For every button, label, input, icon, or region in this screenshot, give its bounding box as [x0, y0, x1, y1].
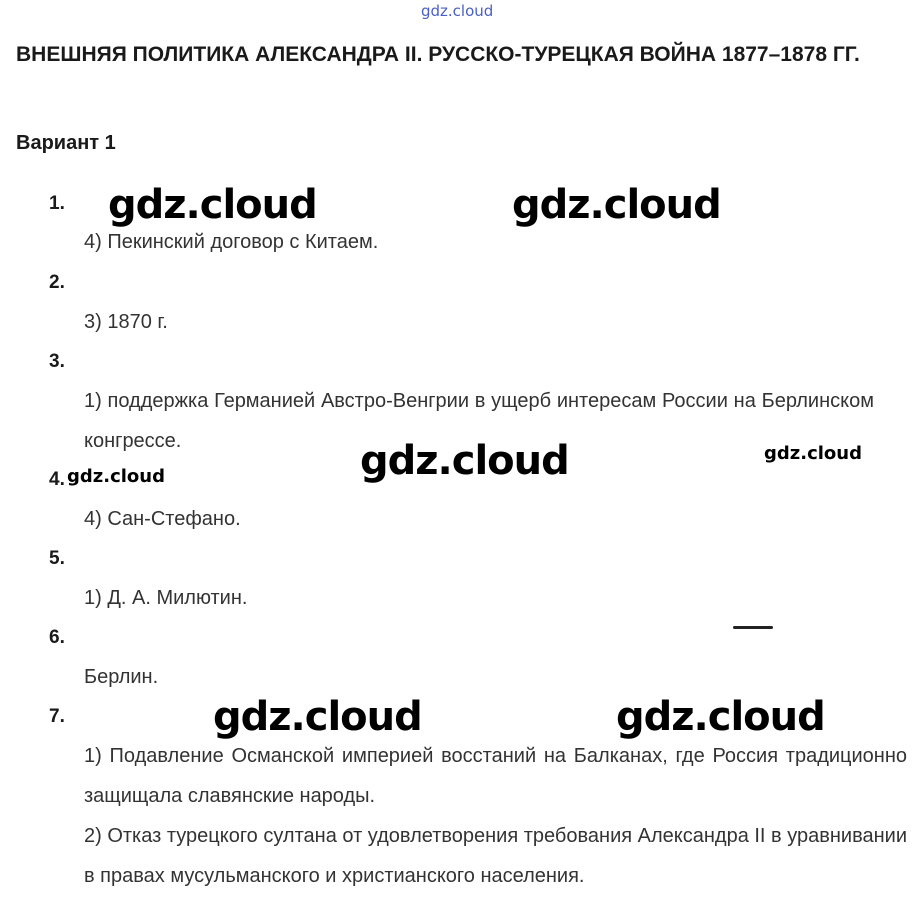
- item-number: 2.: [49, 272, 65, 293]
- watermark: gdz.cloud: [764, 443, 862, 464]
- item-number: 1.: [49, 193, 65, 214]
- item-number: 3.: [49, 351, 65, 372]
- watermark: gdz.cloud: [512, 182, 721, 228]
- watermark: gdz.cloud: [213, 694, 422, 740]
- item-answer: Берлин.: [84, 666, 159, 688]
- item-answer: 1) поддержка Германией Австро-Венгрии в ущерб интересам России на Берлинском конгрессе.: [84, 390, 874, 452]
- item-number: 7.: [49, 706, 65, 727]
- item-number: 5.: [49, 548, 65, 569]
- watermark: gdz.cloud: [108, 182, 317, 228]
- item-answer: 4) Сан-Стефано.: [84, 508, 241, 530]
- site-link[interactable]: gdz.cloud: [421, 2, 494, 20]
- item-number: 4.: [49, 469, 65, 490]
- watermark: gdz.cloud: [360, 438, 569, 484]
- decorative-dash: [733, 626, 773, 629]
- watermark: gdz.cloud: [67, 466, 165, 487]
- item-number: 6.: [49, 627, 65, 648]
- watermark: gdz.cloud: [616, 694, 825, 740]
- item-answer: 4) Пекинский договор с Китаем.: [84, 231, 379, 253]
- page-title: ВНЕШНЯЯ ПОЛИТИКА АЛЕКСАНДРА II. РУССКО-ТУРЕЦКАЯ ВОЙНА 1877–1878 ГГ.: [16, 43, 860, 66]
- item-answer: 3) 1870 г.: [84, 311, 168, 333]
- item-answer: 1) Подавление Османской империей восстаний на Балканах, где Россия традиционно защищала славянские народы.: [84, 745, 907, 807]
- variant-heading: Вариант 1: [16, 132, 116, 154]
- item-answer: 2) Отказ турецкого султана от удовлетворения требования Александра II в уравнивании в правах мусульманского и христианского населения.: [84, 825, 907, 887]
- item-answer: 1) Д. А. Милютин.: [84, 587, 248, 609]
